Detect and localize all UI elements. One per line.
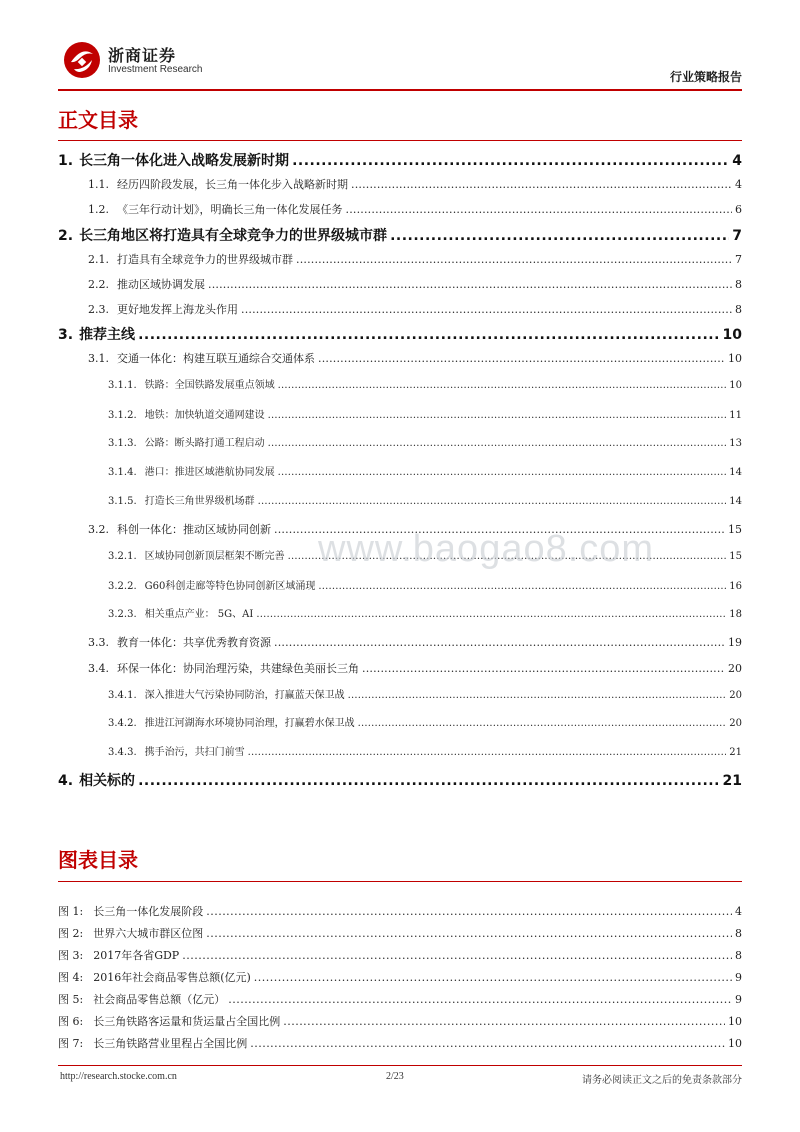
toc-page: 16 xyxy=(729,581,742,592)
toc-page: 6 xyxy=(735,203,742,216)
toc-leader xyxy=(182,949,732,962)
toc-entry[interactable] xyxy=(58,770,742,790)
toc-page: 15 xyxy=(729,551,742,562)
toc-num: 2.2. xyxy=(88,278,109,291)
figure-page: 10 xyxy=(728,1015,742,1028)
report-type: 行业策略报告 xyxy=(669,70,742,84)
figure-entry[interactable] xyxy=(58,1035,742,1051)
toc-label: 携手治污，共扫门前雪 xyxy=(144,747,245,758)
toc-num: 1.2. xyxy=(88,203,109,216)
figure-entry[interactable] xyxy=(58,925,742,941)
toc-num: 3. xyxy=(58,327,74,343)
toc-page: 4 xyxy=(735,178,742,191)
toc-label: 港口：推进区域港航协同发展 xyxy=(144,467,275,478)
toc-page: 18 xyxy=(729,609,742,620)
toc-page: 13 xyxy=(729,438,742,449)
toc-title: 正文目录 xyxy=(58,108,138,132)
toc-entry[interactable] xyxy=(108,434,742,449)
toc-page: 8 xyxy=(735,303,742,316)
figure-page: 8 xyxy=(735,927,742,940)
toc-label: 经历四阶段发展，长三角一体化步入战略新时期 xyxy=(117,178,348,191)
footer-divider xyxy=(58,1065,742,1066)
toc-leader xyxy=(250,1037,725,1050)
toc-entry[interactable] xyxy=(58,324,742,344)
toc-label: G60科创走廊等特色协同创新区域涌现 xyxy=(144,581,316,592)
logo-text-en: Investment Research xyxy=(108,64,203,75)
toc-label: 地铁：加快轨道交通网建设 xyxy=(144,410,265,421)
toc-leader xyxy=(208,278,732,291)
toc-page: 19 xyxy=(728,636,742,649)
toc-page: 10 xyxy=(728,352,742,365)
toc-label: 深入推进大气污染协同防治，打赢蓝天保卫战 xyxy=(144,690,345,701)
toc-num: 3.1.5. xyxy=(108,496,137,507)
toc-label: 推进江河湖海水环境协同治理，打赢碧水保卫战 xyxy=(144,718,355,729)
figure-num: 图 7: xyxy=(58,1037,84,1050)
toc-entry[interactable] xyxy=(108,605,742,620)
figures-title: 图表目录 xyxy=(58,848,138,872)
toc-num: 3.1.1. xyxy=(108,380,137,391)
toc-entry[interactable] xyxy=(58,150,742,170)
toc-leader xyxy=(351,178,732,191)
figure-label: 社会商品零售总额（亿元） xyxy=(93,993,226,1006)
toc-entry[interactable] xyxy=(108,686,742,701)
toc-entry[interactable] xyxy=(58,225,742,245)
toc-num: 3.2.2. xyxy=(108,581,137,592)
toc-page: 10 xyxy=(722,327,742,343)
toc-label: 环保一体化：协同治理污染，共建绿色美丽长三角 xyxy=(117,662,359,675)
logo-text-cn: 浙商证券 xyxy=(108,46,177,65)
toc-num: 3.4.2. xyxy=(108,718,137,729)
figure-entry[interactable] xyxy=(58,1013,742,1029)
toc-leader xyxy=(278,467,727,478)
toc-divider xyxy=(58,140,742,141)
figure-num: 图 2: xyxy=(58,927,84,940)
toc-leader xyxy=(274,636,725,649)
toc-leader xyxy=(362,662,725,675)
figure-num: 图 3: xyxy=(58,949,84,962)
toc-leader xyxy=(292,153,729,169)
toc-page: 4 xyxy=(732,153,742,169)
logo-mark-icon xyxy=(62,40,102,80)
toc-num: 4. xyxy=(58,773,74,789)
toc-label: 交通一体化：构建互联互通综合交通体系 xyxy=(117,352,315,365)
figure-label: 长三角铁路营业里程占全国比例 xyxy=(93,1037,248,1050)
toc-label: 公路：断头路打通工程启动 xyxy=(144,438,265,449)
toc-leader xyxy=(318,581,726,592)
toc-entry[interactable] xyxy=(88,176,742,192)
toc-page: 21 xyxy=(722,773,742,789)
toc-num: 3.2.1. xyxy=(108,551,137,562)
toc-num: 1. xyxy=(58,153,74,169)
toc-entry[interactable] xyxy=(108,463,742,478)
toc-entry[interactable] xyxy=(108,406,742,421)
toc-leader xyxy=(346,203,733,216)
toc-num: 3.4.1. xyxy=(108,690,137,701)
toc-leader xyxy=(358,718,727,729)
toc-label: 教育一体化：共享优秀教育资源 xyxy=(117,636,271,649)
toc-leader xyxy=(248,747,727,758)
toc-entry[interactable] xyxy=(108,577,742,592)
figure-num: 图 4: xyxy=(58,971,84,984)
figure-label: 长三角铁路客运量和货运量占全国比例 xyxy=(93,1015,281,1028)
figure-page: 9 xyxy=(735,971,742,984)
toc-page: 7 xyxy=(732,228,742,244)
toc-leader xyxy=(296,253,732,266)
toc-leader xyxy=(278,380,727,391)
toc-entry[interactable] xyxy=(108,743,742,758)
toc-leader xyxy=(138,327,719,343)
toc-entry[interactable] xyxy=(88,276,742,292)
toc-entry[interactable] xyxy=(88,301,742,317)
toc-page: 10 xyxy=(729,380,742,391)
toc-label: 铁路：全国铁路发展重点领域 xyxy=(144,380,275,391)
toc-num: 3.1.2. xyxy=(108,410,137,421)
disclaimer-note: 请务必阅读正文之后的免责条款部分 xyxy=(582,1075,742,1086)
figure-page: 10 xyxy=(728,1037,742,1050)
toc-num: 3.1.4. xyxy=(108,467,137,478)
toc-num: 3.3. xyxy=(88,636,109,649)
toc-page: 15 xyxy=(728,523,742,536)
toc-leader xyxy=(256,609,726,620)
toc-label: 长三角一体化进入战略发展新时期 xyxy=(79,153,290,169)
toc-num: 1.1. xyxy=(88,178,109,191)
toc-leader xyxy=(206,927,732,940)
toc-page: 7 xyxy=(735,253,742,266)
toc-leader xyxy=(268,410,727,421)
toc-leader xyxy=(390,228,729,244)
toc-label: 科创一体化：推动区域协同创新 xyxy=(117,523,271,536)
toc-page: 20 xyxy=(729,690,742,701)
toc-label: 更好地发挥上海龙头作用 xyxy=(117,303,238,316)
toc-num: 3.4. xyxy=(88,662,109,675)
toc-entry[interactable] xyxy=(108,376,742,391)
toc-page: 20 xyxy=(728,662,742,675)
toc-leader xyxy=(138,773,719,789)
toc-label: 相关重点产业： 5G、AI xyxy=(144,609,254,620)
toc-num: 3.4.3. xyxy=(108,747,137,758)
toc-label: 打造长三角世界级机场群 xyxy=(144,496,255,507)
toc-label: 相关标的 xyxy=(79,773,136,789)
toc-entry[interactable] xyxy=(108,492,742,507)
footer-url[interactable]: http://research.stocke.com.cn xyxy=(60,1071,177,1082)
toc-page: 14 xyxy=(729,467,742,478)
toc-entry[interactable] xyxy=(108,714,742,729)
toc-leader xyxy=(348,690,727,701)
company-logo xyxy=(62,40,212,80)
figure-label: 2016年社会商品零售总额(亿元) xyxy=(93,971,251,984)
toc-label: 《三年行动计划》，明确长三角一体化发展任务 xyxy=(117,203,343,216)
figure-entry[interactable] xyxy=(58,903,742,919)
figure-entry[interactable] xyxy=(58,947,742,963)
toc-leader xyxy=(258,496,727,507)
figure-label: 世界六大城市群区位图 xyxy=(93,927,204,940)
figure-entry[interactable] xyxy=(58,991,742,1007)
toc-page: 11 xyxy=(729,410,742,421)
toc-entry[interactable] xyxy=(88,634,742,650)
figure-page: 9 xyxy=(735,993,742,1006)
toc-leader xyxy=(241,303,732,316)
toc-leader xyxy=(268,438,727,449)
toc-num: 3.1. xyxy=(88,352,109,365)
figure-num: 图 6: xyxy=(58,1015,84,1028)
toc-num: 3.1.3. xyxy=(108,438,137,449)
toc-entry[interactable] xyxy=(88,251,742,267)
page-number: 2/23 xyxy=(386,1071,404,1082)
toc-leader xyxy=(254,971,732,984)
toc-page: 20 xyxy=(729,718,742,729)
toc-entry[interactable] xyxy=(88,201,742,217)
figure-page: 8 xyxy=(735,949,742,962)
watermark: www.baogao8.com xyxy=(318,528,655,570)
toc-page: 14 xyxy=(729,496,742,507)
figure-entry[interactable] xyxy=(58,969,742,985)
toc-leader xyxy=(228,993,732,1006)
figure-num: 图 1: xyxy=(58,905,84,918)
toc-label: 推荐主线 xyxy=(79,327,136,343)
toc-leader xyxy=(206,905,732,918)
header-divider xyxy=(58,89,742,91)
toc-entry[interactable] xyxy=(88,350,742,366)
figures-divider xyxy=(58,881,742,882)
toc-label: 长三角地区将打造具有全球竞争力的世界级城市群 xyxy=(79,228,388,244)
toc-label: 打造具有全球竞争力的世界级城市群 xyxy=(117,253,293,266)
toc-leader xyxy=(283,1015,725,1028)
toc-page: 8 xyxy=(735,278,742,291)
toc-num: 2. xyxy=(58,228,74,244)
figure-label: 长三角一体化发展阶段 xyxy=(93,905,204,918)
toc-num: 2.1. xyxy=(88,253,109,266)
toc-entry[interactable] xyxy=(88,660,742,676)
toc-label: 区域协同创新顶层框架不断完善 xyxy=(144,551,285,562)
figure-num: 图 5: xyxy=(58,993,84,1006)
toc-num: 3.2. xyxy=(88,523,109,536)
toc-leader xyxy=(318,352,725,365)
toc-num: 3.2.3. xyxy=(108,609,137,620)
toc-num: 2.3. xyxy=(88,303,109,316)
figure-label: 2017年各省GDP xyxy=(93,949,180,962)
figure-page: 4 xyxy=(735,905,742,918)
toc-label: 推动区域协调发展 xyxy=(117,278,205,291)
toc-page: 21 xyxy=(729,747,742,758)
